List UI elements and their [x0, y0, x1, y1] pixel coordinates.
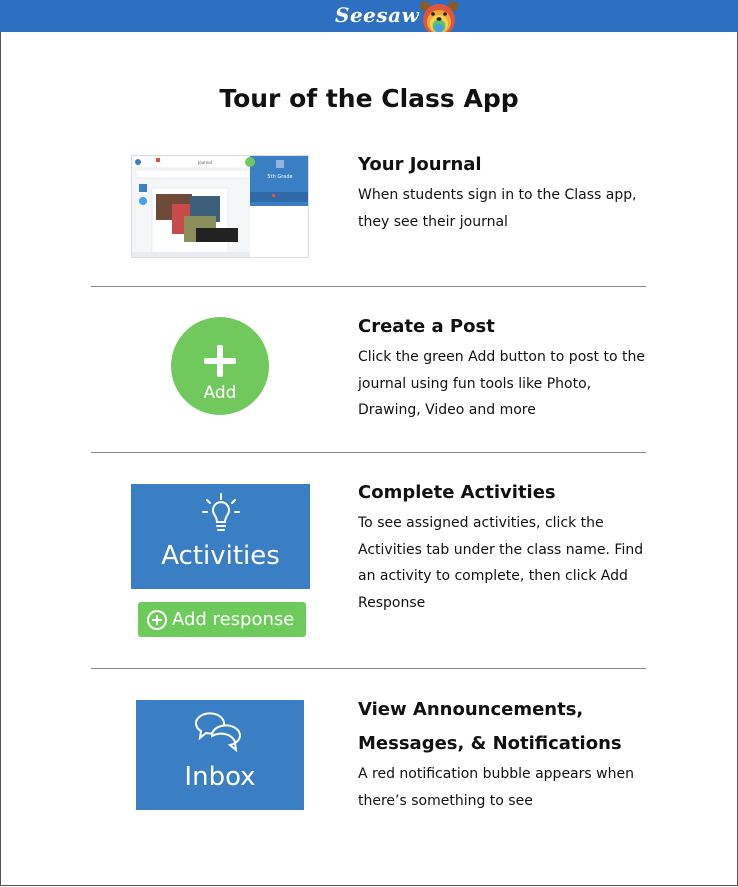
inbox-tab[interactable]	[136, 700, 304, 810]
journal-screenshot-drawing	[132, 156, 309, 258]
journal-class-name: 5th Grade	[267, 174, 293, 180]
journal-screenshot	[131, 155, 309, 258]
journal-window-title: Journal	[198, 160, 212, 165]
section-inbox-heading-line2: Messages, & Notifications	[358, 733, 622, 754]
divider	[91, 668, 646, 669]
section-post-body: Click the green Add button to post to the journal using fun tools like Photo, Drawing, Video and more	[358, 349, 645, 418]
section-journal-body: When students sign in to the Class app, they see their journal	[358, 187, 637, 230]
divider	[91, 286, 646, 287]
divider	[91, 452, 646, 453]
add-button-label: Add	[203, 383, 237, 403]
activities-tab-label: Activities	[161, 541, 280, 571]
activities-tab[interactable]	[131, 484, 310, 589]
section-inbox-body: A red notification bubble appears when there’s something to see	[358, 766, 634, 809]
chat-bubbles-icon	[192, 710, 244, 754]
brand-logo: Seesaw	[335, 3, 420, 27]
rainbow-bear-icon	[415, 0, 463, 32]
add-button[interactable]	[171, 317, 269, 415]
page-title: Tour of the Class App	[219, 84, 519, 113]
header-bar	[0, 0, 738, 32]
section-inbox-heading-line1: View Announcements,	[358, 699, 584, 720]
section-activities-body: To see assigned activities, click the Activities tab under the class name. Find an activity to complete, then click Add Response	[358, 515, 644, 611]
add-response-button[interactable]	[138, 602, 306, 637]
add-circle-icon	[146, 609, 168, 631]
section-activities-heading: Complete Activities	[358, 482, 556, 503]
section-journal-heading: Your Journal	[358, 154, 482, 175]
lightbulb-icon	[201, 492, 241, 536]
inbox-tab-label: Inbox	[184, 762, 256, 792]
section-post-heading: Create a Post	[358, 316, 495, 337]
add-response-label: Add response	[172, 609, 295, 630]
